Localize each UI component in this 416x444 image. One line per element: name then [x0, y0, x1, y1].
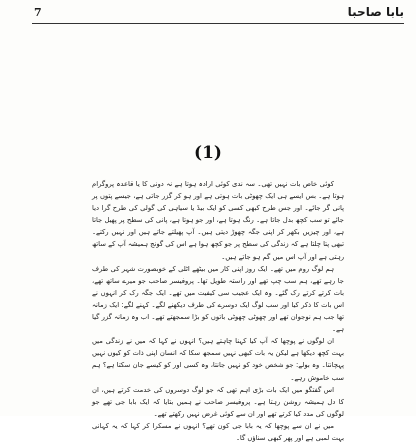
header-rule: [32, 23, 404, 24]
chapter-number: (1): [194, 143, 222, 163]
paragraph: ان لوگوں نے پوچھا کہ آپ کیا کہنا چاہتے ہیں؟ انہوں نے کہا کہ میں نے زندگی میں بہت کچھ دیکھا ہے لیکن یہ بات کبھی نہیں سمجھ سکا کہ انسان اپنی ذات کو کیوں نہیں پہچانتا۔ وہ بولے: جو شخص خود کو نہیں جانتا، وہ کسی اور کو کیسے جان سکتا ہے؟ ہم سب خاموش رہے۔: [92, 337, 344, 382]
body-text: [92, 178, 344, 442]
paragraph: میں نے ان سے پوچھا کہ یہ بابا جی کون تھے؟ انہوں نے مسکرا کر کہا کہ یہ کہانی بہت لمبی ہے اور پھر کبھی سناؤں گا۔: [92, 421, 344, 442]
running-title: بابا صاحبا: [347, 5, 404, 19]
paragraph: کوئی خاص بات نہیں تھی۔ سہ ندی کوئی ارادہ ہوتا ہے نہ دونی کا یا قاعدہ پروگرام ہوتا ہے۔ بس ایسے ہی ایک چھوٹی بات ہوتی ہے اور ہو کر گزر جاتی ہے، جیسے پتوں پر پانی گر جائے۔ اور جس طرح کبھی کسی کو ایک بیڈ یا سیاہی کی گولی کی طرح گرا دیا جائے تو سب کچھ بدل جاتا ہے۔ رنگ ہوتا ہے، اور جو ہوتا ہے، پانی کی سطح پر پھیل جاتا ہے، اور چیزیں بکھر کر اپنی جگہ چھوڑ دیتی ہیں۔ آپ پھیلتے جاتے ہیں اور نہیں رکتے۔ تبھی پتا چلتا ہے کہ زندگی کی سطح پر جو کچھ ہوا ہے اس کی گونج ہمیشہ آپ کے ساتھ رہتی ہے اور آپ اس میں گم ہو جاتے ہیں۔: [92, 180, 344, 261]
page-number: 7: [34, 6, 42, 19]
paragraph: ہم لوگ روم میں تھے۔ ایک روز اپنی کار میں بیٹھے اٹلی کے خوبصورت شہر کی طرف جا رہے تھے، ہم سب چپ تھے اور راستہ طویل تھا۔ پروفیسر صاحب جو میرے ساتھ تھے، بات کرتے کرتے رک گئے۔ وہ ایک عجیب سی کیفیت میں تھے۔ ایک جگہ رک کر انہوں نے اس بات کا ذکر کیا اور سب لوگ ایک دوسرے کی طرف دیکھنے لگے۔ کہنے لگے: ایک زمانہ تھا جب ہم نوجوان تھے اور چھوٹی چھوٹی باتوں کو بڑا سمجھتے تھے۔ اب وہ زمانہ گزر گیا ہے۔: [92, 264, 344, 334]
paragraph: اس گفتگو میں ایک بات بڑی اہم تھی کہ جو لوگ دوسروں کی خدمت کرتے ہیں، ان کا دل ہمیشہ روشن رہتا ہے۔ پروفیسر صاحب نے ہمیں بتایا کہ ایک بابا جی تھے جو لوگوں کی مدد کیا کرتے تھے اور ان سے کوئی غرض نہیں رکھتے تھے۔: [92, 385, 344, 418]
